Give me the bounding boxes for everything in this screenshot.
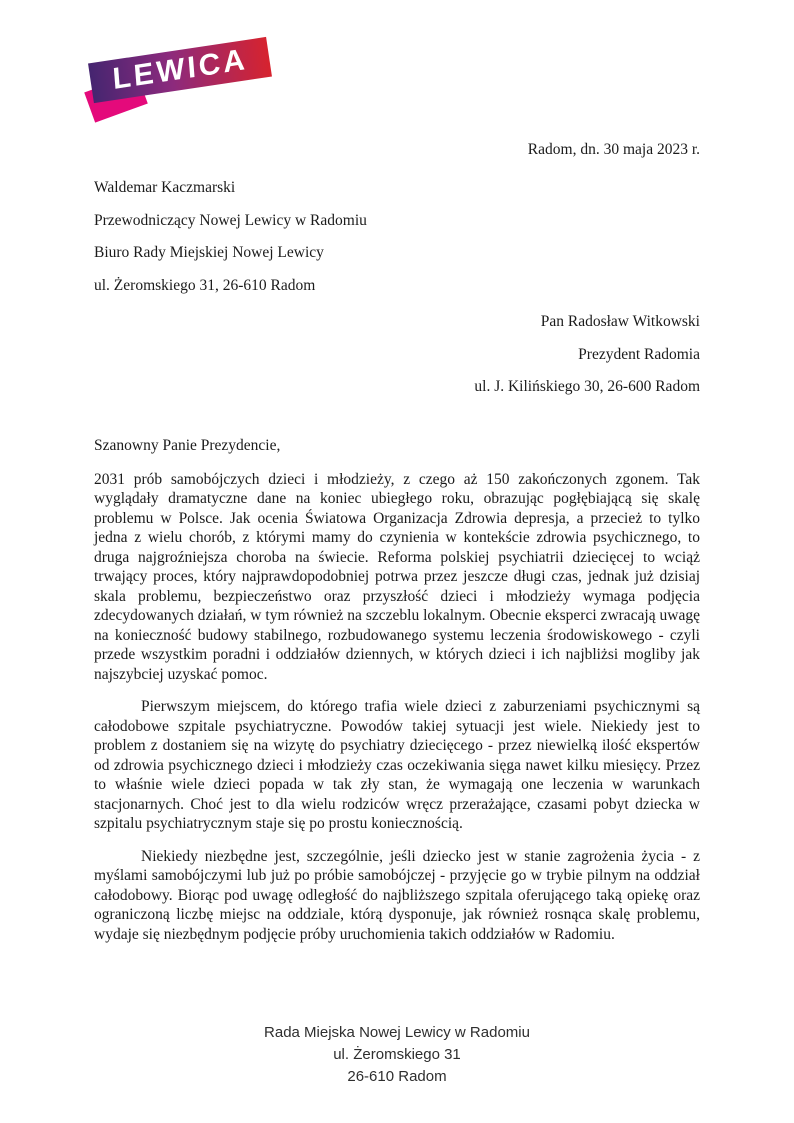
letter-paragraph-2: Pierwszym miejscem, do którego trafia wiele dzieci z zaburzeniami psychicznymi są całodobowe szpitale psychiatryczne. Powodów takiej sytuacji jest wiele. Niekiedy jest to problem z dostaniem się na wizytę do psychiatry dziecięcego - przez niewielką ilość ekspertów od zdrowia psychicznego dzieci i młodzieży czas oczekiwania sięga nawet kilku miesięcy. Przez to właśnie wiele dzieci popada w tak zły stan, że wymagają one leczenia w warunkach stacjonarnych. Choć jest to dla wielu rodziców wręcz przerażające, czasami pobyt dziecka w szpitalu psychiatrycznym staje się po prostu koniecznością. [94,698,700,832]
footer-block [0,1022,794,1088]
recipient-title: Prezydent Radomia [578,345,700,363]
sender-block [94,178,367,308]
recipient-name: Pan Radosław Witkowski [540,313,700,330]
letter-paragraph-3: Niekiedy niezbędne jest, szczególnie, jeśli dziecko jest w stanie zagrożenia życia - z myślami samobójczymi lub już po próbie samobójczej - przyjęcie go w trybie pilnym na oddział całodobowy. Biorąc pod uwagę odległość do najbliższego szpitala oferującego taką opiekę oraz ograniczoną liczbę miejsc na oddziale, którą dysponuje, jak również rosnąca skalę problemu, wydaje się niezbędnym podjęcie próby uruchomienia takich oddziałów w Radomiu. [94,847,700,943]
logo-bar [88,37,272,103]
footer-postal: 26-610 Radom [347,1068,447,1085]
letter-body [94,436,700,957]
footer-street: ul. Żeromskiego 31 [333,1046,461,1063]
lewica-logo [86,42,286,120]
recipient-block [94,312,700,410]
salutation: Szanowny Panie Prezydencie, [94,437,281,454]
sender-office: Biuro Rady Miejskiej Nowej Lewicy [94,244,324,261]
date-line: Radom, dn. 30 maja 2023 r. [527,141,700,158]
footer-org: Rada Miejska Nowej Lewicy w Radomiu [264,1024,530,1041]
letter-paragraph-1: 2031 prób samobójczych dzieci i młodzieży, z czego aż 150 zakończonych zgonem. Tak wyglądały dramatyczne dane na koniec ubiegłego roku, obrazując pogłębiającą się skalę problemu w Polsce. Jak ocenia Światowa Organizacja Zdrowia depresja, a przecież to tylko jedna z wielu chorób, z którymi mamy do czynienia w kontekście zdrowia psychicznego, to druga najgroźniejsza choroba na świecie. Reforma polskiej psychiatrii dziecięcej to wciąż trwający proces, który najprawdopodobniej potrwa przez jeszcze długi czas, jednak już dzisiaj skala problemu, bezpieczeństwo oraz przyszłość dzieci i młodzieży wymaga podjęcia zdecydowanych działań, w tym również na szczeblu lokalnym. Obecnie eksperci zwracają uwagę na konieczność budowy stabilnego, rozbudowanego systemu leczenia środowiskowego - czyli przede wszystkim poradni i oddziałów dziennych, w których dzieci i ich najbliżsi mogliby jak najszybciej uzyskać pomoc. [94,470,700,683]
sender-name: Waldemar Kaczmarski [94,179,236,196]
recipient-address: ul. J. Kilińskiego 30, 26-600 Radom [474,378,700,395]
sender-title: Przewodniczący Nowej Lewicy w Radomiu [94,211,367,229]
logo-text: LEWICA [111,42,249,97]
sender-address: ul. Żeromskiego 31, 26-610 Radom [94,276,316,294]
